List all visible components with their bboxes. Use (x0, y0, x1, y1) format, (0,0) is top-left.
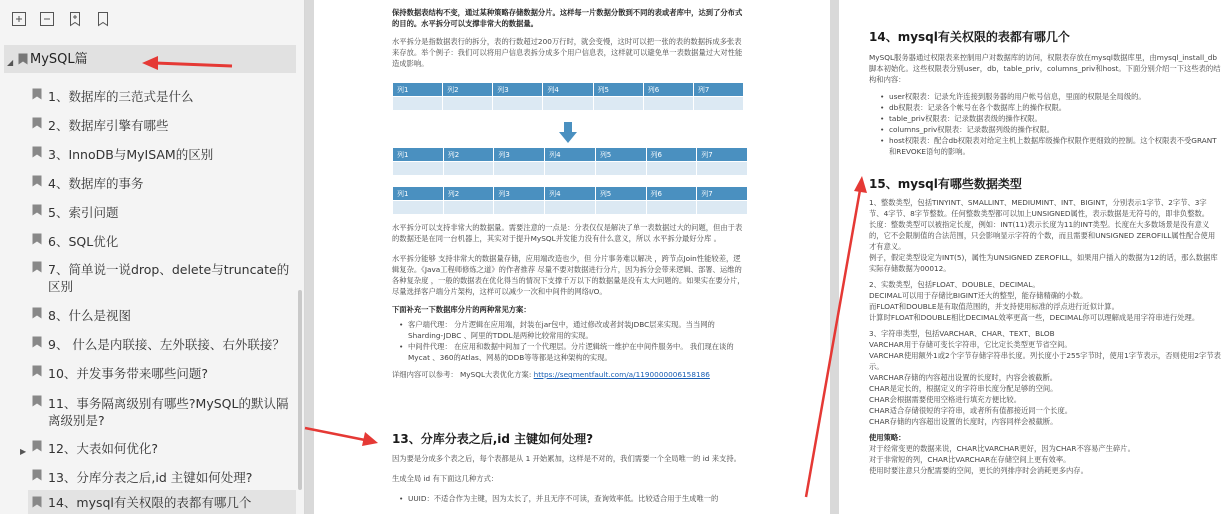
table-header-cell: 列5 (595, 148, 646, 162)
paragraph: 使用时要注意只分配需要的空间，更长的列排序时会消耗更多内存。 (869, 466, 1088, 475)
table-header-cell: 列7 (693, 83, 743, 97)
list-item: • db权限表：记录各个帐号在各个数据库上的操作权限。 (879, 102, 1221, 113)
paragraph: 1、整数类型，包括TINYINT、SMALLINT、MEDIUMINT、INT、BIGINT，分别表示1字节、2字节、3字节、4字节、8字节整数。任何整数类型都可以加上UNSIGNED属性，表示数据是无符号的，即非负整数。 (869, 198, 1210, 218)
outline-item-label: 9、 什么是内联接、左外联接、右外联接？ (48, 337, 285, 352)
outline-item-label: 6、SQL优化 (48, 234, 119, 249)
reference-text: 详细内容可以参考： MySQL大表优化方案: (392, 370, 534, 379)
table-header-cell: 列2 (443, 187, 494, 201)
reference-link[interactable]: https://segmentfault.com/a/1190000006158186 (533, 370, 710, 379)
bullet-list (398, 493, 747, 504)
outline-item-13[interactable] (0, 469, 300, 486)
list-item: • host权限表：配合db权限表对给定主机上数据库级操作权限作更细致的控制。这个权限表不受GRANT和REVOKE语句的影响。 (879, 135, 1221, 157)
paragraph: VARCHAR使用额外1或2个字节存储字符串长度。列长度小于255字节时，使用1字节表示，否则使用2字节表示。 (869, 351, 1221, 371)
bookmark-outline (0, 45, 304, 510)
expand-triangle-icon[interactable]: ▶ (20, 447, 27, 456)
outline-item-14[interactable] (28, 490, 296, 514)
expand-all-icon[interactable] (10, 10, 28, 28)
outline-item-label: 5、索引问题 (48, 205, 119, 220)
paragraph: 长度：整数类型可以被指定长度，例如：INT(11)表示长度为11的INT类型。长度在大多数场景是没有意义的，它不会限制值的合法范围，只会影响显示字符的个数，而且需要和UNSIGNED ZEROFILL属性配合使用才有意义。 (869, 220, 1216, 251)
paragraph: CHAR是定长的，根据定义的字符串长度分配足够的空间。 (869, 384, 1058, 393)
down-arrow-icon (558, 122, 578, 144)
section-heading-15: 15、mysql有哪些数据类型 (869, 177, 1022, 191)
document-page-left (314, 0, 830, 514)
table-header-cell: 列6 (646, 187, 697, 201)
collapse-triangle-icon[interactable]: ◢ (7, 58, 14, 67)
outline-item-11[interactable] (0, 395, 300, 429)
paragraph: 计算时FLOAT和DOUBLE相比DECIMAL效率更高一些，DECIMAL你可以理解成是用字符串进行处理。 (869, 313, 1200, 322)
outline-item-label: 11、事务隔离级别有哪些?MySQL的默认隔离级别是? (48, 396, 289, 428)
outline-item-label: 12、大表如何优化? (48, 441, 159, 456)
table-header-cell: 列4 (543, 83, 593, 97)
outline-item-label: 8、什么是视图 (48, 308, 131, 323)
paragraph: CHAR存储的内容超出设置的长度时，内容同样会被截断。 (869, 417, 1058, 426)
bookmark-icon (32, 261, 42, 273)
list-item: • user权限表：记录允许连接到服务器的用户帐号信息，里面的权限是全局级的。 (879, 91, 1221, 102)
table-after-split-2 (392, 186, 748, 215)
outline-item-7[interactable] (0, 261, 300, 295)
outline-item-5[interactable] (0, 204, 300, 221)
table-header-cell: 列1 (393, 83, 443, 97)
outline-item-label: 14、mysql有关权限的表都有哪几个 (48, 495, 252, 510)
table-header-cell: 列1 (393, 187, 444, 201)
table-header-cell: 列7 (697, 148, 748, 162)
outline-item-10[interactable] (0, 365, 300, 382)
table-header-cell: 列7 (697, 187, 748, 201)
bookmark-icon (32, 440, 42, 452)
paragraph: MySQL服务器通过权限表来控制用户对数据库的访问，权限表存放在mysql数据库里，由mysql_install_db脚本初始化。这些权限表分别user，db，table_priv，columns_priv和host。下面分别介绍一下这些表的结构和内容： (869, 53, 1221, 84)
table-header-cell: 列4 (545, 187, 596, 201)
outline-item-label: 7、简单说一说drop、delete与truncate的区别 (48, 262, 290, 294)
sidebar-toolbar (0, 0, 304, 38)
bookmark-icon (32, 117, 42, 129)
outline-item-6[interactable] (0, 233, 300, 250)
paragraph: 例子，假定类型设定为INT(5)，属性为UNSIGNED ZEROFILL，如果用户插入的数据为12的话，那么数据库实际存储数据为00012。 (869, 253, 1218, 273)
table-header-cell: 列5 (593, 83, 643, 97)
outline-item-12[interactable] (0, 440, 300, 457)
reference-line (392, 369, 747, 380)
outline-item-1[interactable] (0, 88, 300, 105)
paragraph: CHAR适合存储很短的字符串，或者所有值都接近同一个长度。 (869, 406, 1073, 415)
list-item: • columns_priv权限表：记录数据列级的操作权限。 (879, 124, 1221, 135)
bookmark-icon[interactable] (94, 10, 112, 28)
table-header-cell: 列6 (643, 83, 693, 97)
outline-item-label: 10、并发事务带来哪些问题? (48, 366, 209, 381)
bookmark-icon (32, 469, 42, 481)
outline-item-2[interactable] (0, 117, 300, 134)
list-item: • table_priv权限表：记录数据表级的操作权限。 (879, 113, 1221, 124)
table-header-cell: 列2 (443, 148, 494, 162)
paragraph: 保持数据表结构不变，通过某种策略存储数据分片。这样每一片数据分散到不同的表或者库中，达到了分布式的目的。水平拆分可以支撑非常大的数据量。 (392, 8, 743, 28)
outline-item-label: 3、InnoDB与MyISAM的区别 (48, 147, 214, 162)
outline-item-label: 1、数据库的三范式是什么 (48, 89, 194, 104)
paragraph: VARCHAR存储的内容超出设置的长度时，内容会被截断。 (869, 373, 1058, 382)
table-header-cell: 列4 (545, 148, 596, 162)
outline-item-4[interactable] (0, 175, 300, 192)
bookmark-icon (32, 496, 42, 508)
paragraph: 水平拆分能够 支持非常大的数据量存储，应用端改造也少，但 分片事务难以解决 ，跨节点Join性能较差，逻辑复杂。《Java工程师修炼之道》的作者推荐 尽量不要对数据进行分片，因为拆分会带来逻辑、部署、运维的各种复杂度 ，一般的数据表在优化得当的情况下支撑千万以下的数据量是没有太大问题的。如果实在要分片，尽量选择客户端分片架构，这样可以减少一次和中间件的网络I/O。 (392, 254, 745, 296)
paragraph: 水平拆分可以支持非常大的数据量。需要注意的一点是：分表仅仅是解决了单一表数据过大的问题，但由于表的数据还是在同一台机器上，其实对于提升MySQL并发能力没有什么意义，所以 水平拆分最好分库 。 (392, 223, 743, 243)
bookmark-icon (32, 336, 42, 348)
paragraph: 3、字符串类型，包括VARCHAR、CHAR、TEXT、BLOB (869, 329, 1055, 338)
paragraph: 使用策略： (869, 433, 906, 442)
bookmark-icon (32, 395, 42, 407)
table-before-split (392, 82, 744, 111)
table-header-cell: 列3 (493, 83, 543, 97)
paragraph: 因为要是分成多个表之后，每个表都是从 1 开始累加，这样是不对的，我们需要一个全局唯一的 id 来支持。 (392, 454, 741, 463)
bookmark-icon (32, 307, 42, 319)
paragraph: 生成全局 id 有下面这几种方式： (392, 474, 499, 483)
list-item: • 客户端代理： 分片逻辑在应用端，封装在jar包中，通过修改或者封装JDBC层来实现。当当网的 Sharding-JDBC 、阿里的TDDL是两种比较常用的实现。 (398, 319, 747, 341)
table-header-cell: 列5 (595, 187, 646, 201)
paragraph: 对于经常变更的数据来说，CHAR比VARCHAR更好，因为CHAR不容易产生碎片。 (869, 444, 1135, 453)
sidebar-scrollbar[interactable] (298, 290, 302, 490)
outline-item-3[interactable] (0, 146, 300, 163)
table-header-cell: 列2 (443, 83, 493, 97)
table-header-cell: 列3 (494, 187, 545, 201)
outline-root-mysql[interactable] (4, 45, 296, 73)
bookmark-sidebar (0, 0, 305, 514)
list-item: • UUID：不适合作为主键，因为太长了，并且无序不可读，查询效率低。比较适合用于生成唯一的 (398, 493, 747, 504)
table-header-cell: 列6 (646, 148, 697, 162)
paragraph: DECIMAL可以用于存储比BIGINT还大的整型，能存储精确的小数。 (869, 291, 1088, 300)
paragraph: 对于非常短的列，CHAR比VARCHAR在存储空间上更有效率。 (869, 455, 1071, 464)
bookmark-icon (18, 53, 28, 65)
add-bookmark-icon[interactable] (66, 10, 84, 28)
paragraph: 下面补充一下数据库分片的两种常见方案： (392, 305, 531, 314)
bookmark-icon (32, 146, 42, 158)
paragraph: 水平拆分是指数据表行的拆分，表的行数超过200万行时，就会变慢，这时可以把一张的表的数据拆成多张表来存放。举个例子：我们可以将用户信息表拆分成多个用户信息表，这样就可以避免单一表数据量过大对性能造成影响。 (392, 37, 743, 68)
collapse-all-icon[interactable] (38, 10, 56, 28)
outline-item-label: 4、数据库的事务 (48, 176, 144, 191)
bookmark-icon (32, 233, 42, 245)
bookmark-icon (32, 88, 42, 100)
table-after-split-1 (392, 147, 748, 176)
table-header-cell: 列1 (393, 148, 444, 162)
document-page-right (839, 0, 1229, 514)
bookmark-icon (32, 175, 42, 187)
outline-item-8[interactable] (0, 307, 300, 324)
paragraph: VARCHAR用于存储可变长字符串，它比定长类型更节省空间。 (869, 340, 1072, 349)
bookmark-icon (32, 365, 42, 377)
section-heading-13: 13、分库分表之后,id 主键如何处理? (392, 432, 594, 446)
bullet-list (398, 319, 747, 363)
list-item: • 中间件代理： 在应用和数据中间加了一个代理层。分片逻辑统一维护在中间件服务中。 我们现在谈的 Mycat 、360的Atlas、网易的DDB等等都是这种架构的实现。 (398, 341, 747, 363)
bullet-list (879, 91, 1221, 157)
outline-item-label: 13、分库分表之后,id 主键如何处理? (48, 470, 253, 485)
table-header-cell: 列3 (494, 148, 545, 162)
outline-item-9[interactable] (0, 336, 300, 353)
bookmark-icon (32, 204, 42, 216)
outline-item-label: MySQL篇 (30, 51, 88, 67)
paragraph: 而FLOAT和DOUBLE是有取值范围的，并支持使用标准的浮点进行近似计算。 (869, 302, 1119, 311)
paragraph: CHAR会根据需要使用空格进行填充方便比较。 (869, 395, 1021, 404)
section-heading-14: 14、mysql有关权限的表都有哪几个 (869, 30, 1070, 44)
outline-item-label: 2、数据库引擎有哪些 (48, 118, 169, 133)
paragraph: 2、实数类型，包括FLOAT、DOUBLE、DECIMAL。 (869, 280, 1040, 289)
